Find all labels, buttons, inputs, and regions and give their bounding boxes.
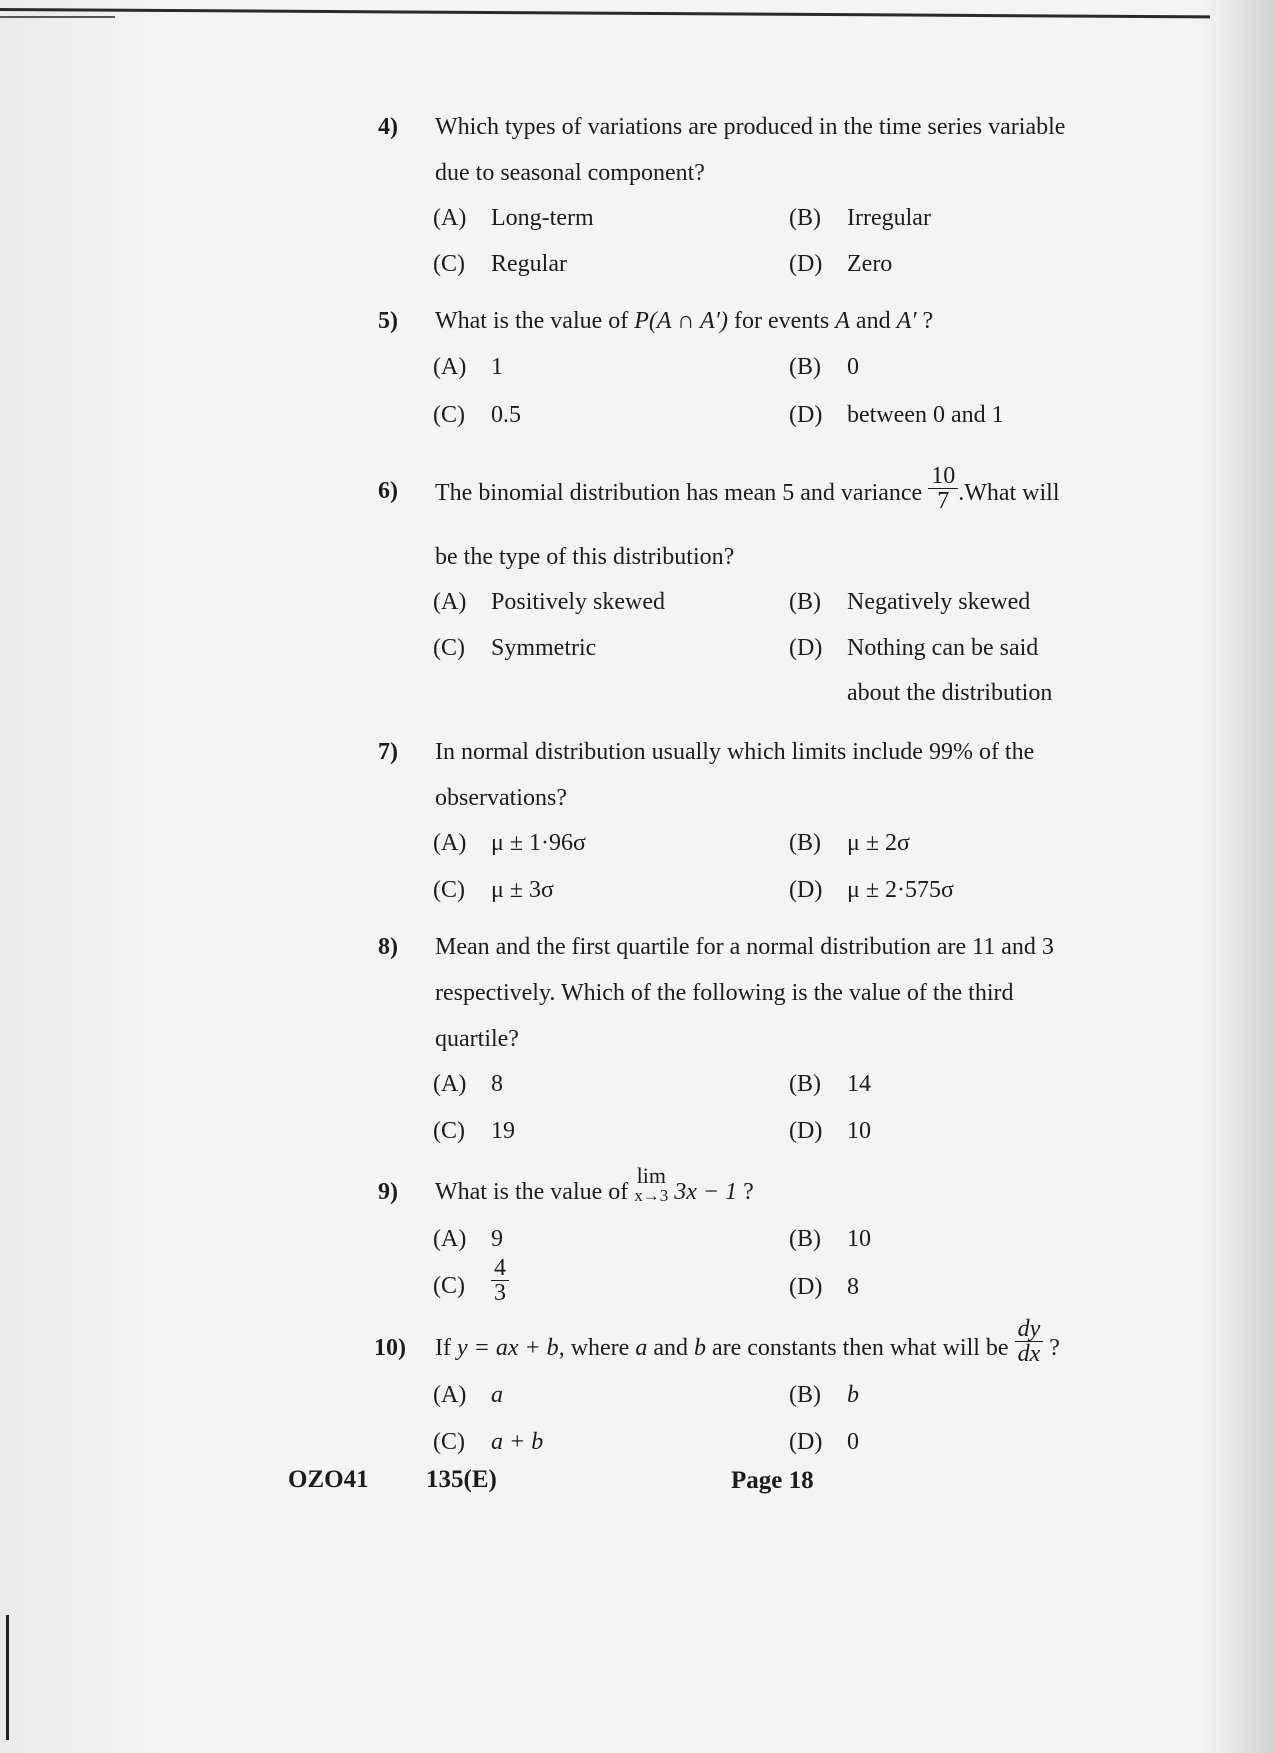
option-c: [433, 1255, 509, 1306]
option-text: Nothing can be said: [847, 635, 1039, 661]
option-text: 9: [491, 1226, 503, 1252]
option-label: (A): [433, 1226, 467, 1252]
limit-operator: lim: [636, 1163, 666, 1189]
option-text: μ ± 2·575σ: [847, 877, 954, 903]
option-text: 10: [847, 1226, 871, 1252]
option-d: [789, 400, 1004, 430]
option-b: [789, 1069, 871, 1099]
math-symbol: b: [693, 1335, 706, 1362]
question-number: 4): [378, 114, 398, 140]
option-a: [433, 587, 665, 617]
option-text: a: [491, 1382, 503, 1408]
stem-line: Which types of variations are produced in the time series variable: [435, 114, 1066, 140]
stem-text: If: [435, 1335, 457, 1362]
option-label: (A): [433, 1071, 467, 1097]
option-text: Long-term: [491, 205, 594, 231]
option-c: [433, 875, 554, 905]
fraction-numerator: 4: [491, 1256, 509, 1281]
option-text: Zero: [847, 251, 893, 277]
question-stem: [435, 932, 1120, 1070]
stem-text: What is the value of: [435, 308, 635, 334]
question-stem: [435, 1163, 1120, 1207]
option-label: (C): [433, 1118, 465, 1144]
page-number: Page 18: [731, 1467, 814, 1494]
stem-text: ?: [737, 1179, 754, 1205]
stem-text: be the type of this distribution?: [435, 544, 735, 570]
option-c: [433, 1116, 515, 1146]
option-label: (C): [433, 1429, 465, 1455]
stem-text: , where: [558, 1335, 636, 1362]
option-b: [789, 352, 859, 382]
question-number: 6): [378, 478, 398, 504]
option-label: (B): [789, 1071, 821, 1097]
stem-text: .What will: [958, 480, 1060, 507]
option-text: Regular: [491, 251, 567, 277]
math-symbol: a: [635, 1335, 648, 1362]
option-b: [789, 828, 910, 858]
stem-line: due to seasonal component?: [435, 160, 705, 186]
option-label: (A): [433, 830, 467, 856]
option-text: 0: [847, 354, 859, 380]
option-d: [789, 1272, 859, 1302]
option-text: Symmetric: [491, 635, 597, 661]
fraction-denominator: 7: [937, 488, 950, 514]
math-expression: y = ax + b: [456, 1335, 559, 1362]
math-expression: P(A ∩ A′): [634, 308, 728, 334]
option-label: (C): [433, 635, 465, 661]
question-stem: [435, 737, 1120, 829]
stem-text: are constants then what will be: [705, 1335, 1015, 1362]
stem-text: and: [647, 1335, 694, 1362]
option-text: μ ± 1·96σ: [491, 830, 586, 856]
question-number: 10): [374, 1335, 406, 1361]
stem-line: respectively. Which of the following is the value of the third: [435, 980, 1014, 1006]
fraction-numerator: 10: [928, 464, 958, 489]
option-d: [789, 875, 954, 905]
question-stem: [435, 463, 1120, 514]
stem-line: observations?: [435, 785, 567, 811]
stem-text: for events: [727, 308, 836, 334]
question-number: 7): [378, 739, 398, 765]
question-stem: [435, 1316, 1120, 1367]
stem-line: Mean and the first quartile for a normal distribution are 11 and 3: [435, 934, 1054, 960]
stem-text: ?: [1043, 1335, 1060, 1362]
option-label: (B): [789, 589, 821, 615]
option-text: μ ± 3σ: [491, 877, 554, 903]
scan-left-mark: [6, 1615, 9, 1740]
option-label: (C): [433, 877, 465, 903]
option-label: (C): [433, 251, 465, 277]
option-d-continued: about the distribution: [847, 680, 1053, 706]
option-b: [789, 1380, 859, 1410]
fraction-denominator: dx: [1017, 1341, 1041, 1367]
option-a: [433, 1380, 503, 1410]
option-label: (B): [789, 1226, 821, 1252]
option-label: (D): [789, 1274, 823, 1300]
option-a: [433, 203, 594, 233]
fraction: [1015, 1317, 1044, 1366]
option-b: [789, 203, 931, 233]
option-label: (A): [433, 589, 467, 615]
math-expression: 3x − 1: [668, 1179, 738, 1205]
stem-text: ?: [916, 308, 934, 334]
stem-line: quartile?: [435, 1026, 519, 1052]
option-label: (D): [789, 635, 823, 661]
stem-line: In normal distribution usually which limits include 99% of the: [435, 739, 1035, 765]
scan-top-rule-short: [0, 16, 115, 18]
limit-notation: [634, 1163, 669, 1206]
question-number: 5): [378, 308, 398, 334]
question-number: 9): [378, 1179, 398, 1205]
fraction-denominator: 3: [494, 1280, 506, 1306]
option-c: [433, 633, 596, 663]
option-a: [433, 828, 586, 858]
option-d: [789, 633, 1038, 663]
option-label: (B): [789, 354, 821, 380]
option-text: b: [847, 1382, 859, 1408]
option-a: [433, 352, 503, 382]
scan-top-rule: [0, 8, 1210, 18]
option-label: (B): [789, 830, 821, 856]
option-label: (B): [789, 205, 821, 231]
option-label: (C): [433, 1273, 465, 1300]
option-label: (D): [789, 402, 823, 428]
option-label: (A): [433, 1382, 467, 1408]
question-stem: [435, 542, 1120, 572]
option-label: (D): [789, 1118, 823, 1144]
option-text: 1: [491, 354, 503, 380]
fraction: [928, 464, 958, 513]
option-d: [789, 1116, 871, 1146]
fraction-numerator: dy: [1015, 1317, 1044, 1342]
footer-paper-code: 135(E): [426, 1466, 497, 1493]
option-label: (D): [789, 251, 823, 277]
stem-text: and: [849, 308, 897, 334]
option-text: 10: [847, 1118, 871, 1144]
option-text: a + b: [491, 1429, 544, 1455]
option-d: [789, 249, 892, 279]
option-b: [789, 1224, 871, 1254]
stem-text: What is the value of: [435, 1179, 635, 1205]
stem-text: The binomial distribution has mean 5 and variance: [435, 480, 929, 507]
limit-subscript: x→3: [634, 1186, 669, 1206]
option-label: (C): [433, 402, 465, 428]
question-stem: [435, 112, 1120, 204]
option-b: [789, 587, 1030, 617]
option-text: 19: [491, 1118, 515, 1144]
option-text: 0: [847, 1429, 859, 1455]
option-label: (A): [433, 205, 467, 231]
option-a: [433, 1224, 503, 1254]
option-text: 14: [847, 1071, 871, 1097]
option-a: [433, 1069, 503, 1099]
option-text: 0.5: [491, 402, 521, 428]
option-text: 8: [847, 1274, 859, 1300]
scan-shadow-left: [0, 0, 170, 1753]
option-label: (B): [789, 1382, 821, 1408]
option-text: μ ± 2σ: [847, 830, 910, 856]
math-symbol: A: [835, 308, 850, 334]
math-symbol: A′: [896, 308, 917, 334]
scan-shadow-right: [1195, 0, 1275, 1753]
question-stem: [435, 306, 1120, 336]
option-c: [433, 249, 567, 279]
option-d: [789, 1427, 859, 1457]
footer-code: OZO41: [288, 1466, 369, 1493]
question-number: 8): [378, 934, 398, 960]
option-text: Positively skewed: [491, 589, 665, 615]
option-text: between 0 and 1: [847, 402, 1004, 428]
option-text: Negatively skewed: [847, 589, 1031, 615]
fraction: [491, 1256, 509, 1305]
option-text: Irregular: [847, 205, 931, 231]
option-text: 8: [491, 1071, 503, 1097]
option-c: [433, 400, 521, 430]
option-label: (A): [433, 354, 467, 380]
option-c: [433, 1427, 543, 1457]
option-label: (D): [789, 1429, 823, 1455]
option-label: (D): [789, 877, 823, 903]
